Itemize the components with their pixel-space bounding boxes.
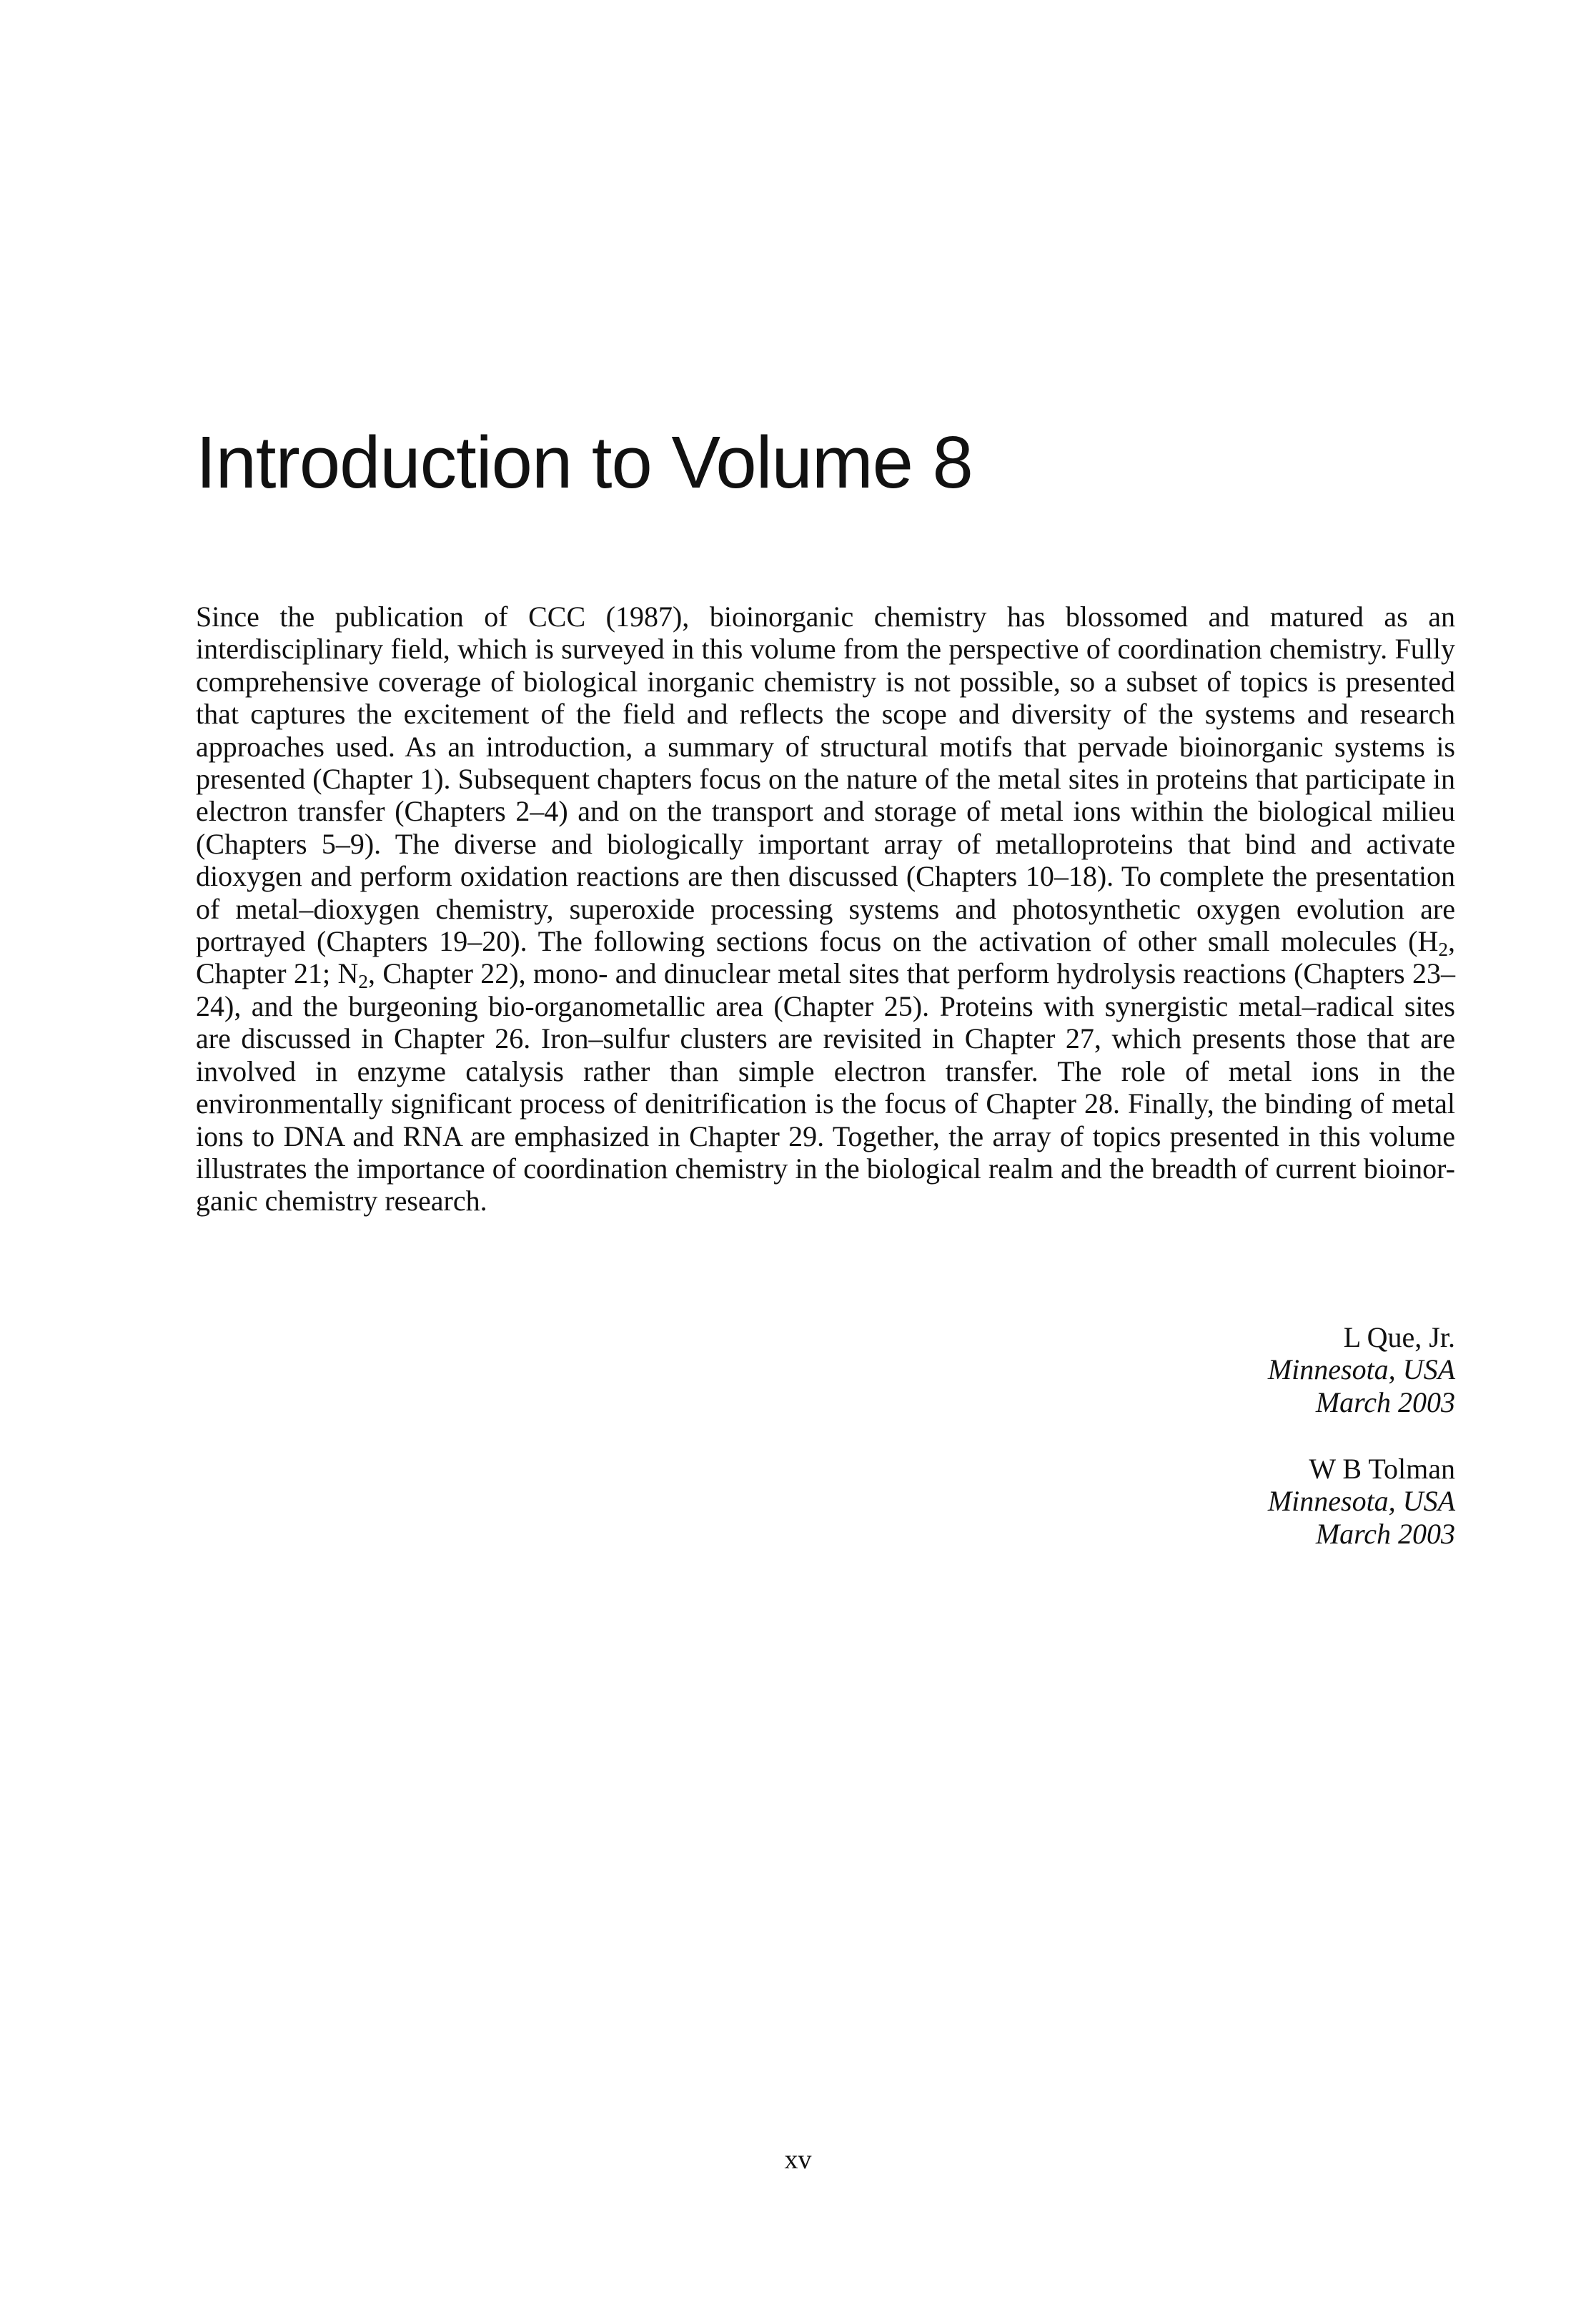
hydrogen-symbol: H — [1417, 925, 1439, 958]
signature-name: W B Tolman — [1309, 1453, 1455, 1485]
nitrogen-symbol: N — [337, 957, 359, 990]
signature-name: L Que, Jr. — [1343, 1321, 1455, 1353]
signature-block-que — [1268, 1321, 1455, 1418]
signature-date: March 2003 — [1315, 1385, 1455, 1418]
paragraph-text-part-2: , Chapter 21; — [196, 925, 1455, 990]
signature-date: March 2003 — [1315, 1517, 1455, 1550]
introduction-paragraph — [196, 601, 1455, 1217]
hydrogen-formula — [1417, 925, 1448, 960]
signature-location: Minnesota, USA — [1267, 1353, 1455, 1386]
hydrogen-subscript: 2 — [1438, 938, 1448, 960]
signature-location: Minnesota, USA — [1267, 1485, 1455, 1518]
nitrogen-subscript: 2 — [358, 971, 368, 993]
nitrogen-formula — [337, 957, 368, 993]
page-number: xv — [784, 2145, 812, 2175]
paragraph-text-part-3: , Chapter 22), mono- and dinuclear metal sites that perform hydrolysis reactions (Chapters 23–24), and the burgeoning bio-organometallic area (Chapter 25). Proteins with synergistic metal–radical sites are discussed in Chapter 26. Iron–sulfur clusters are revisited in Chapter 27, which presents those that are involved in enzyme catalysis rather than simple electron transfer. The role of metal ions in the environmentally significant process of denitrification is the focus of Chapter 28. Finally, the binding of metal ions to DNA and RNA are emphasized in Chapter 29. Together, the array of topics presented in this volume illustrates the importance of coordination chemistry in the biological realm and the breadth of current bioinor-ganic chemistry research. — [196, 957, 1455, 1217]
page-title: Introduction to Volume 8 — [196, 421, 973, 503]
paragraph-text-part-1: Since the publication of CCC (1987), bioinorganic chemistry has blossomed and matured as an interdisciplinary field, which is surveyed in this volume from the perspective of coordination chemistry. Fully comprehensive coverage of biological inorganic chemistry is not possible, so a subset of topics is presented that captures the excitement of the field and reflects the scope and diversity of the systems and research approaches used. As an introduction, a summary of structural motifs that pervade bioinorganic systems is presented (Chapter 1). Subsequent chapters focus on the nature of the metal sites in proteins that participate in electron transfer (Chapters 2–4) and on the transport and storage of metal ions within the biological milieu (Chapters 5–9). The diverse and biologically important array of metalloproteins that bind and activate dioxygen and perform oxidation reactions are then discussed (Chapters 10–18). To complete the presentation of metal–dioxygen chemistry, superoxide processing systems and photosynthetic oxygen evolution are portrayed (Chapters 19–20). The following sections focus on the activation of other small molecules ( — [196, 601, 1455, 958]
signature-block-tolman — [1268, 1453, 1455, 1550]
